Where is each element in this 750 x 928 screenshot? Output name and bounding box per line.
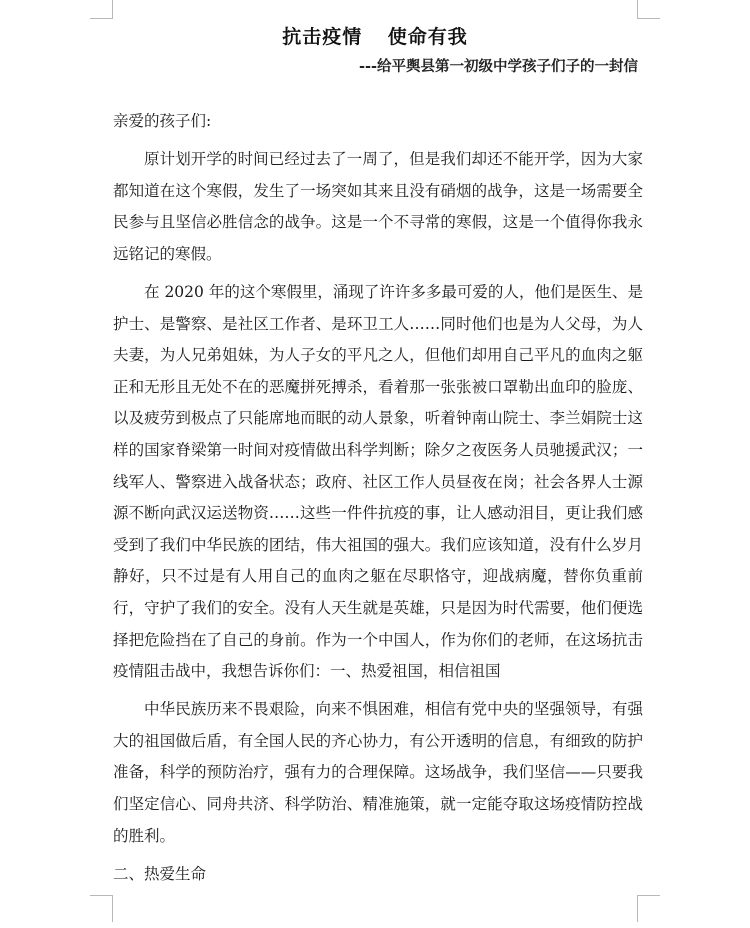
corner-mark-top-right [637,0,660,19]
corner-mark-bottom-right [637,895,660,922]
corner-mark-top-left [90,0,113,19]
section-heading: 二、热爱生命 [113,864,207,883]
paragraph: 原计划开学的时间已经过去了一周了，但是我们却还不能开学，因为大家都知道在这个寒假，发生了一场突如其来且没有硝烟的战争，这是一场需要全民参与且坚信必胜信念的战争。这是一个不寻常的寒假，这是一个值得你我永远铭记的寒假。 [113,150,643,263]
paragraph: 在 2020 年的这个寒假里，涌现了许许多多最可爱的人，他们是医生、是护士、是警察、是社区工作者、是环卫工人……同时他们也是为人父母，为人夫妻，为人兄弟姐妹，为人子女的平凡之人，但他们却用自己平凡的血肉之躯正和无形且无处不在的恶魔拼死搏杀，看着那一张张被口罩勒出血印的脸庞、以及疲劳到极点了只能席地而眠的动人景象，听着钟南山院士、李兰娟院士这样的国家脊梁第一时间对疫情做出科学判断；除夕之夜医务人员驰援武汉；一线军人、警察进入战备状态；政府、社区工作人员昼夜在岗；社会各界人士源源不断向武汉运送物资……这些一件件抗疫的事，让人感动泪目，更让我们感受到了我们中华民族的团结，伟大祖国的强大。我们应该知道，没有什么岁月静好，只不过是有人用自己的血肉之躯在尽职恪守，迎战病魔，替你负重前行，守护了我们的安全。没有人天生就是英雄，只是因为时代需要，他们便选择把危险挡在了自己的身前。作为一个中国人，作为你们的老师，在这场抗击疫情阻击战中，我想告诉你们：一、热爱祖国，相信祖国 [113,282,643,681]
corner-mark-bottom-left [90,895,113,922]
salutation: 亲爱的孩子们: [113,112,212,130]
paragraph: 中华民族历来不畏艰险，向来不惧困难，相信有党中央的坚强领导，有强大的祖国做后盾，有全国人民的齐心协力，有公开透明的信息，有细致的防护准备，科学的预防治疗，强有力的合理保障。这场战争，我们坚信——只要我们坚定信心、同舟共济、科学防治、精准施策，就一定能夺取这场疫情防控战的胜利。 [113,700,643,845]
letter-body [113,106,643,897]
letter-title: 抗击疫情 使命有我 [282,26,468,48]
letter-subtitle: ---给平舆县第一初级中学孩子们子的一封信 [358,59,638,75]
